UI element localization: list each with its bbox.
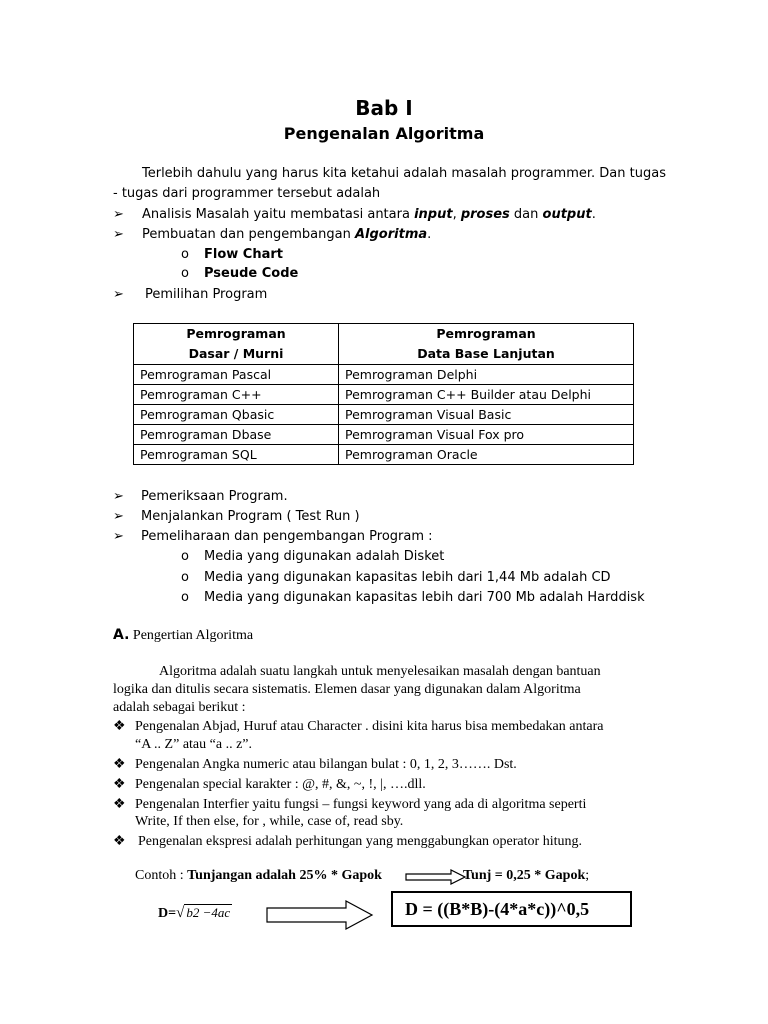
- sub-bullet-pseudecode: [181, 266, 298, 281]
- bullet-pemilihan: [113, 287, 267, 302]
- sub-bullet-cd: [181, 570, 611, 585]
- sub-bullet-flowchart: [181, 247, 283, 262]
- para-line-1: Algoritma adalah suatu langkah untuk menyelesaikan masalah dengan bantuan: [159, 664, 601, 679]
- bullet-text: Pemeriksaan Program.: [141, 489, 288, 504]
- bullet-text: .: [427, 227, 432, 242]
- circle-bullet-icon: o: [181, 247, 189, 262]
- page-subtitle: Pengenalan Algoritma: [283, 124, 485, 143]
- formula-d: D=: [158, 906, 177, 921]
- contoh-line: [135, 868, 382, 884]
- diamond-item-interfier: [113, 796, 586, 813]
- item-text: Pengenalan special karakter : @, #, &, ~, !, |, ….dll.: [135, 777, 426, 792]
- table-row: [134, 385, 634, 405]
- item-text: Pengenalan Angka numeric atau bilangan bulat : 0, 1, 2, 3……. Dst.: [135, 757, 517, 772]
- item-text: Pengenalan Abjad, Huruf atau Character . disini kita harus bisa membedakan antara: [135, 719, 604, 734]
- table-cell: Pemrograman C++: [134, 385, 339, 405]
- para-line-3: adalah sebagai berikut :: [113, 700, 246, 715]
- bullet-text: dan: [509, 207, 543, 222]
- header-line: Data Base Lanjutan: [417, 346, 555, 361]
- diamond-item-abjad: [113, 718, 603, 735]
- contoh-end: ;: [585, 868, 590, 883]
- bullet-text: Menjalankan Program ( Test Run ): [141, 509, 360, 524]
- formula-box: D = ((B*B)-(4*a*c))^0,5: [391, 891, 632, 927]
- diamond-bullet-icon: ❖: [113, 757, 126, 772]
- diamond-bullet-icon: ❖: [113, 834, 126, 849]
- bullet-text: Analisis Masalah yaitu membatasi antara: [142, 207, 415, 222]
- sub-bullet-text: Flow Chart: [204, 247, 283, 262]
- contoh-label: Contoh :: [135, 868, 188, 883]
- table-row: [134, 405, 634, 425]
- bullet-pemeliharaan: [113, 529, 433, 544]
- para-line-2: logika dan ditulis secara sistematis. Elemen dasar yang digunakan dalam Algoritma: [113, 682, 581, 697]
- right-arrow-icon: [405, 869, 467, 885]
- bullet-pembuatan: [113, 227, 431, 242]
- diamond-bullet-icon: ❖: [113, 719, 126, 734]
- arrow-bullet-icon: ➢: [113, 287, 124, 302]
- large-right-arrow-icon: [266, 900, 374, 930]
- table-cell: Pemrograman Visual Basic: [339, 405, 634, 425]
- sub-bullet-text: Media yang digunakan adalah Disket: [204, 549, 445, 564]
- table-row: [134, 365, 634, 385]
- bullet-pemeriksaan: [113, 489, 288, 504]
- circle-bullet-icon: o: [181, 266, 189, 281]
- header-line: Pemrograman: [436, 326, 536, 341]
- table-row: [134, 425, 634, 445]
- bullet-text: Pembuatan dan pengembangan: [142, 227, 355, 242]
- bullet-menjalankan: [113, 509, 360, 524]
- sub-bullet-harddisk: [181, 590, 645, 605]
- section-letter: A.: [113, 627, 130, 643]
- bullet-analisis: [113, 207, 596, 222]
- arrow-bullet-icon: ➢: [113, 207, 124, 222]
- bullet-text: Pemilihan Program: [145, 287, 268, 302]
- term-algoritma: Algoritma: [354, 227, 428, 242]
- arrow-bullet-icon: ➢: [113, 227, 124, 242]
- diamond-item-ekspresi: [113, 833, 582, 850]
- arrow-bullet-icon: ➢: [113, 529, 124, 544]
- diamond-item-karakter: [113, 776, 426, 793]
- table-header-dasar: [134, 324, 339, 365]
- diamond-item-abjad-cont: “A .. Z” atau “a .. z”.: [135, 737, 252, 752]
- item-text: Pengenalan Interfier yaitu fungsi – fungsi keyword yang ada di algoritma seperti: [135, 797, 587, 812]
- program-table: [133, 323, 634, 465]
- item-text: Pengenalan ekspresi adalah perhitungan yang menggabungkan operator hitung.: [138, 834, 582, 849]
- table-cell: Pemrograman Dbase: [134, 425, 339, 445]
- table-row: [134, 445, 634, 465]
- bullet-text: ,: [452, 207, 461, 222]
- contoh-left: Tunjangan adalah 25% * Gapok: [187, 868, 382, 883]
- page-title: Bab I: [355, 96, 413, 120]
- section-a-heading: [113, 627, 253, 644]
- term-proses: proses: [460, 207, 510, 222]
- table-cell: Pemrograman SQL: [134, 445, 339, 465]
- table-cell: Pemrograman Oracle: [339, 445, 634, 465]
- table-header-row: [134, 324, 634, 365]
- intro-line-1: Terlebih dahulu yang harus kita ketahui adalah masalah programmer. Dan tugas: [142, 166, 666, 181]
- table-cell: Pemrograman Delphi: [339, 365, 634, 385]
- header-line: Pemrograman: [186, 326, 286, 341]
- circle-bullet-icon: o: [181, 549, 189, 564]
- sqrt-sign-icon: √: [176, 905, 185, 921]
- section-title: Pengertian Algoritma: [129, 628, 254, 643]
- circle-bullet-icon: o: [181, 590, 189, 605]
- sub-bullet-text: Pseude Code: [204, 266, 299, 281]
- circle-bullet-icon: o: [181, 570, 189, 585]
- sqrt-expression: b2 −4ac: [186, 905, 231, 920]
- term-input: input: [414, 207, 453, 222]
- diamond-item-angka: [113, 756, 517, 773]
- diamond-item-interfier-cont: Write, If then else, for , while, case of, read sby.: [135, 814, 404, 829]
- diamond-bullet-icon: ❖: [113, 777, 126, 792]
- sub-bullet-text: Media yang digunakan kapasitas lebih dari 700 Mb adalah Harddisk: [204, 590, 645, 605]
- table-cell: Pemrograman Visual Fox pro: [339, 425, 634, 445]
- table-cell: Pemrograman C++ Builder atau Delphi: [339, 385, 634, 405]
- contoh-right: [463, 868, 589, 884]
- table-cell: Pemrograman Qbasic: [134, 405, 339, 425]
- bullet-text: Pemeliharaan dan pengembangan Program :: [141, 529, 433, 544]
- term-output: output: [542, 207, 592, 222]
- bullet-text: .: [591, 207, 596, 222]
- header-line: Dasar / Murni: [188, 346, 284, 361]
- formula-lhs: [158, 905, 232, 922]
- contoh-formula: Tunj = 0,25 * Gapok: [463, 868, 586, 883]
- arrow-bullet-icon: ➢: [113, 509, 124, 524]
- arrow-bullet-icon: ➢: [113, 489, 124, 504]
- diamond-bullet-icon: ❖: [113, 797, 126, 812]
- table-header-lanjutan: [339, 324, 634, 365]
- table-cell: Pemrograman Pascal: [134, 365, 339, 385]
- sub-bullet-text: Media yang digunakan kapasitas lebih dari 1,44 Mb adalah CD: [204, 570, 611, 585]
- intro-line-2: - tugas dari programmer tersebut adalah: [113, 186, 381, 201]
- sub-bullet-disket: [181, 549, 444, 564]
